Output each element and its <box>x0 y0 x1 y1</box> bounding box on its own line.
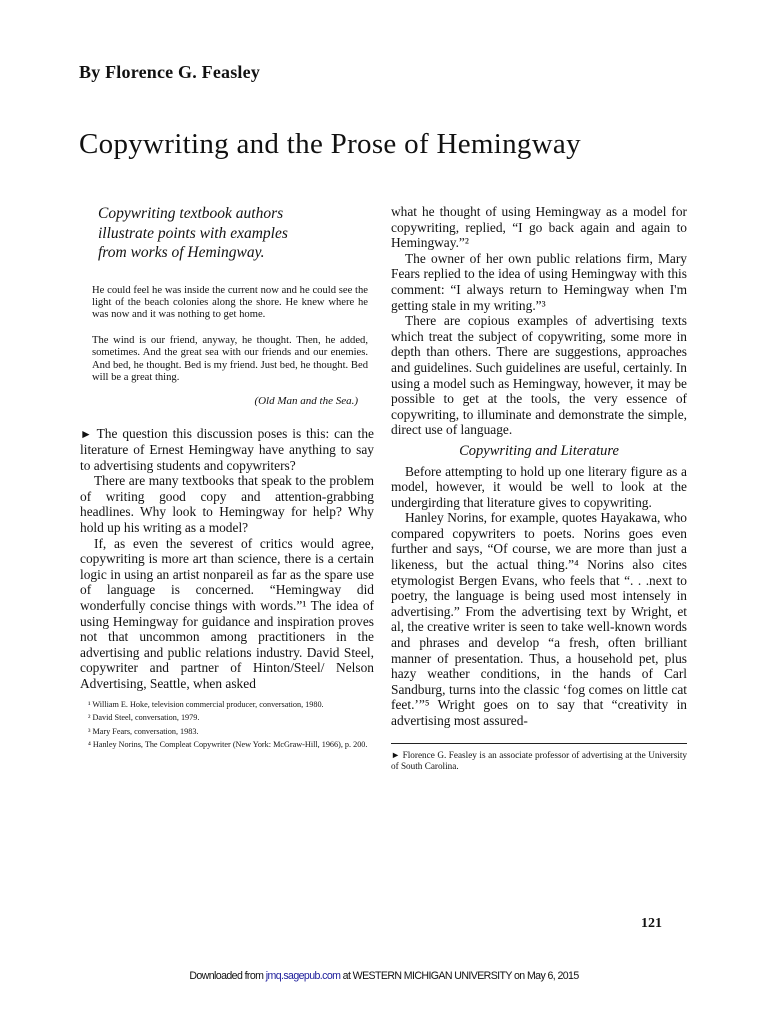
epigraph-paragraph: He could feel he was inside the current now and he could see the light of the beach colonies along the shore. He knew where he was now and it was nothing to get home. <box>92 284 368 320</box>
page-number: 121 <box>641 916 662 931</box>
author-note <box>391 750 687 772</box>
body-paragraph <box>80 426 374 474</box>
arrow-marker-icon: ► <box>391 749 401 760</box>
footnote: ² David Steel, conversation, 1979. <box>88 713 200 723</box>
author-note-text: Florence G. Feasley is an associate professor of advertising at the University of South Carolina. <box>391 749 687 771</box>
epigraph-source: (Old Man and the Sea.) <box>254 394 358 407</box>
divider <box>391 743 687 744</box>
body-paragraph: The owner of her own public relations firm, Mary Fears replied to the idea of using Hemingway with this comment: “I always return to Hemingway when I'm getting stale in my writing.”³ <box>391 250 687 313</box>
arrow-marker-icon: ► <box>80 426 92 441</box>
epigraph-paragraph: The wind is our friend, anyway, he thought. Then, he added, sometimes. And the great sea with our friends and our enemies. And bed, he thought. Bed is my friend. Just bed, he thought. Bed will be a great thing. <box>92 335 368 383</box>
footnotes <box>80 700 374 751</box>
body-paragraph: There are many textbooks that speak to the problem of writing good copy and attention-grabbing headlines. Why look to Hemingway for help? Why hold up his writing as a model? <box>80 473 374 536</box>
body-paragraph: Before attempting to hold up one literary figure as a model, however, it would be well to look at the undergirding that literature gives to copywriting. <box>391 463 687 510</box>
footnote: ³ Mary Fears, conversation, 1983. <box>88 726 199 736</box>
article-title: Copywriting and the Prose of Hemingway <box>79 128 581 160</box>
download-note <box>0 970 768 982</box>
footnote: ⁴ Hanley Norins, The Compleat Copywriter (New York: McGraw-Hill, 1966), p. 200. <box>88 740 368 750</box>
byline: By Florence G. Feasley <box>79 62 261 82</box>
download-link[interactable]: jmq.sagepub.com <box>265 970 341 982</box>
abstract: Copywriting textbook authors illustrate points with examples from works of Hemingway. <box>98 205 288 261</box>
body-paragraph-text: The question this discussion poses is this: can the literature of Ernest Hemingway have anything to say to advertising students and copywriters? <box>80 425 374 473</box>
download-note-suffix: at WESTERN MICHIGAN UNIVERSITY on May 6, 2015 <box>340 970 579 982</box>
body-paragraph: If, as even the severest of critics would agree, copywriting is more art than science, there is a certain logic in using an artist nonpareil as far as the spare use of language is concerned. “Hemingway did wonderfully concise things with words.”¹ The idea of using Hemingway for guidance and inspiration proves not that uncommon among practitioners in the advertising and public relations industry. David Steel, copywriter and partner of Hinton/Steel/ Nelson Advertising, Seattle, when asked <box>80 535 374 692</box>
section-subheading: Copywriting and Literature <box>459 442 619 459</box>
left-column <box>80 204 374 754</box>
body-paragraph: what he thought of using Hemingway as a model for copywriting, replied, “I go back again and again to Hemingway.”² <box>391 204 687 251</box>
body-paragraph: There are copious examples of advertising texts which treat the subject of copywriting, some more in depth than others. There are suggestions, approaches and guidelines. Such guidelines are useful, certainly. In using a model such as Hemingway, however, it may be possible to get at the tools, the very essence of copywriting, to illuminate and demonstrate the simple, direct use of language. <box>391 313 687 438</box>
download-note-prefix: Downloaded from <box>189 970 266 982</box>
footnote: ¹ William E. Hoke, television commercial producer, conversation, 1980. <box>88 699 324 709</box>
body-paragraph: Hanley Norins, for example, quotes Hayakawa, who compared copywriters to poets. Norins goes even further and says, “Of course, we are more than just a likeness, but the actual thing.”⁴ Norins also cites etymologist Bergen Evans, who feels that “. . .next to poetry, the language is being used most intensely in advertising.” From the advertising text by Wright, et al, the creative writer is seen to take well-known words and phrases and develop “a fresh, often brilliant manner of presentation. Thus, a household pet, plus hazy weather conditions, in the hands of Carl Sandburg, turns into the classic ‘fog comes on little cat feet.’”⁵ Wright goes on to say that “creativity in advertising most assured- <box>391 510 687 728</box>
right-column <box>391 204 687 772</box>
